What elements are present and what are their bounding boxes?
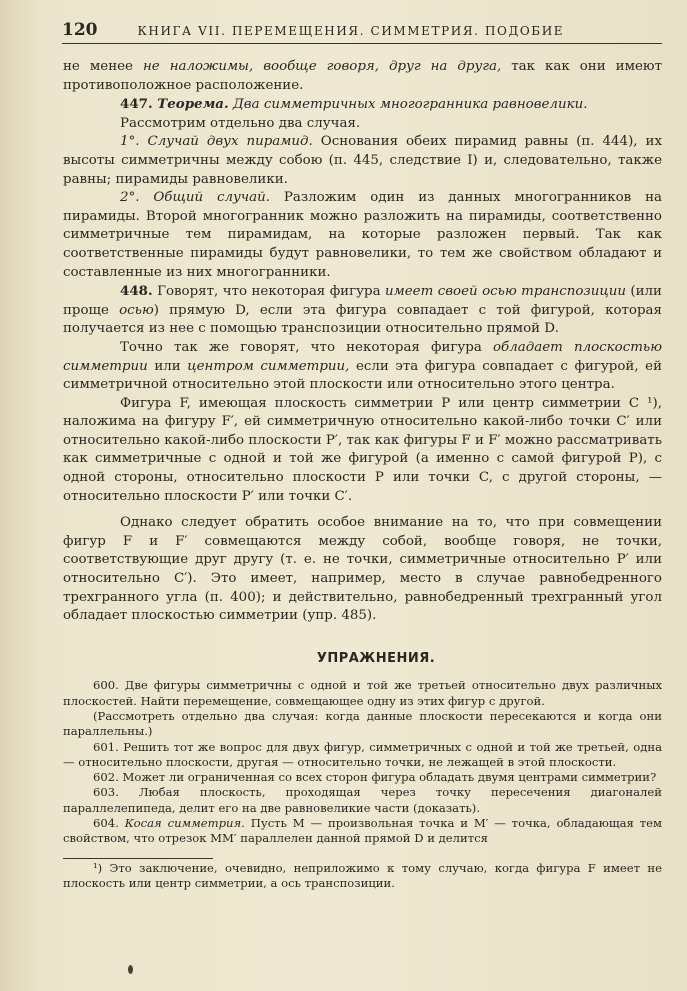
case-1: 1°. Случай двух пирамид. Основания обеих пирамид равны (п. 444), их высоты симметричны между собою (п. 445, следствие I) и, следовательно, также равны; пирамиды равновелики. <box>63 134 663 187</box>
page-number: 120 <box>62 20 98 40</box>
paragraph-plane-symmetry: Точно так же говорят, что некоторая фигура обладает плоскостью симметрии или центром симметрии, если эта фигура совпадает с фигурой, ей симметричной относительно этой плоскости или относительно этого центра. <box>63 339 663 393</box>
exercise-603: 603. Любая плоскость, проходящая через точку пересечения диагоналей параллелепипеда, делит его на две равновеликие части (доказать). <box>63 785 662 815</box>
case-2: 2°. Общий случай. Разложим один из данных многогранников на пирамиды. Второй многогранник можно разложить на пирамиды, соответственно симметричные тем пирамидам, на которые разложен первый. Так как соответственные пирамиды будут равновелики, то тем же свойством обладают и составленные из них многогранники. <box>63 190 662 280</box>
footnote-divider <box>63 858 213 859</box>
footnote: ¹) Это заключение, очевидно, неприложимо к тому случаю, когда фигура F имеет не плоскость или центр симметрии, а ось транспозиции. <box>63 860 662 890</box>
running-title: КНИГА VII. ПЕРЕМЕЩЕНИЯ. СИММЕТРИЯ. ПОДОБИЕ <box>137 24 565 38</box>
main-text <box>63 58 663 891</box>
paragraph-two-cases: Рассмотрим отдельно два случая. <box>120 115 361 131</box>
section-448: 448. Говорят, что некоторая фигура имеет своей осью транспозиции (или проще осью) прямую D, если эта фигура совпадает с той фигурой, которая получается из нее с помощью транспозиции относительно прямой D. <box>63 283 662 337</box>
exercise-602: 602. Может ли ограниченная со всех сторон фигура обладать двумя центрами симметрии? <box>93 770 657 785</box>
theorem-447: 447. Теорема. Два симметричных многогранника равновелики. <box>120 96 588 113</box>
paragraph-figure-f: Фигура F, имеющая плоскость симметрии P или центр симметрии C ¹), наложима на фигуру F′, ей симметричную относительно какой-либо точки C′ или относительно какой-либо плоскости P′, так как фигуры F и F′ можно рассматривать как симметричные с одной и той же фигурой (а именно с самой фигурой P), с одной стороны, относительно плоскости P или точки C, с другой стороны, — относительно плоскости P′ или точки C′. <box>63 395 662 504</box>
exercise-601: 601. Решить тот же вопрос для двух фигур, симметричных с одной и той же третьей, одна — относительно плоскости, другая — относительно точки, не лежащей в этой плоскости. <box>63 739 662 769</box>
exercises-heading: УПРАЖНЕНИЯ. <box>316 650 436 666</box>
ink-mark <box>128 965 133 974</box>
paragraph-however: Однако следует обратить особое внимание на то, что при совмещении фигур F и F′ совмещаются между собой, вообще говоря, не точки, соответствующие друг другу (т. е. не точки, симметричные относительно P′ или относительно C′). Это имеет, например, место в случае равнобедренного трехгранного угла (п. 400); и действительно, равнобедренный трехгранный угол обладает плоскостью симметрии (упр. 485). <box>63 515 662 624</box>
exercises-list <box>63 678 662 891</box>
exercise-600: 600. Две фигуры симметричны с одной и той же третьей относительно двух различных плоскостей. Найти перемещение, совмещающее одну из этих фигур с другой. <box>63 678 662 708</box>
exercise-604: 604. Косая симметрия. Пусть M — произвольная точка и M′ — точка, обладающая тем свойством, что отрезок MM′ параллелен данной прямой D и делится <box>63 816 662 846</box>
running-header <box>62 20 662 44</box>
exercise-600-note: (Рассмотреть отдельно два случая: когда данные плоскости пересекаются и когда они параллельны.) <box>63 709 662 739</box>
paragraph-continuation: не менее не наложимы, вообще говоря, друг на друга, так как они имеют противоположное расположение. <box>63 59 662 93</box>
